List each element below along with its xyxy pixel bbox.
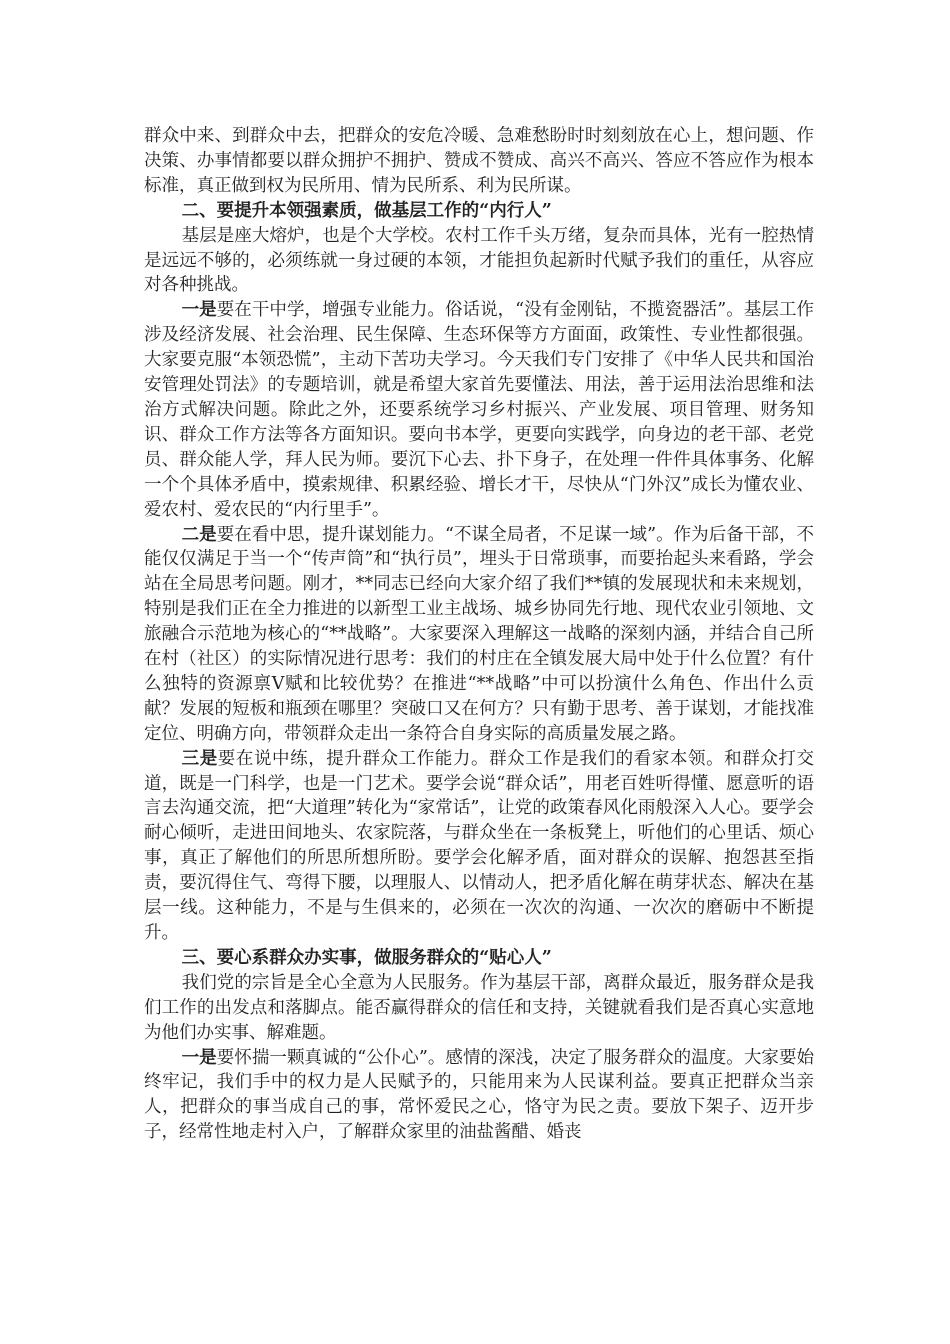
point-lead: 三是 xyxy=(181,748,218,769)
paragraph-text: 我们党的宗旨是全心全意为人民服务。作为基层干部，离群众最近，服务群众是我们工作的出发点和落脚点。能否赢得群众的信任和支持，关键就看我们是否真心实意地为他们办实事、解难题。 xyxy=(144,972,814,1043)
paragraph-continued xyxy=(144,124,814,199)
paragraph-point-three xyxy=(144,747,814,946)
paragraph-text: 要在说中练，提升群众工作能力。群众工作是我们的看家本领。和群众打交道，既是一门科学，也是一门艺术。要学会说“群众话”，用老百姓听得懂、愿意听的语言去沟通交流，把“大道理”转化为“家常话”，让党的政策春风化雨般深入人心。要学会耐心倾听，走进田间地头、农家院落，与群众坐在一条板凳上，听他们的心里话、烦心事，真正了解他们的所思所想所盼。要学会化解矛盾，面对群众的误解、抱怨甚至指责，要沉得住气、弯得下腰，以理服人、以情动人，把矛盾化解在萌芽状态、解决在基层一线。这种能力，不是与生俱来的，必须在一次次的沟通、一次次的磨砺中不断提升。 xyxy=(144,748,815,943)
paragraph-text: 群众中来、到群众中去，把群众的安危冷暖、急难愁盼时时刻刻放在心上，想问题、作决策、办事情都要以群众拥护不拥护、赞成不赞成、高兴不高兴、答应不答应作为根本标准，真正做到权为民所用、情为民所系、利为民所谋。 xyxy=(144,126,814,196)
paragraph-text: 基层是座大熔炉，也是个大学校。农村工作千头万绪，复杂而具体，光有一腔热情是远远不够的，必须练就一身过硬的本领，才能担负起新时代赋予我们的重任，从容应对各种挑战。 xyxy=(144,225,814,296)
paragraph-point-one xyxy=(144,1046,814,1146)
point-lead: 一是 xyxy=(181,300,217,321)
paragraph-text: 要怀揣一颗真诚的“公仆心”。感情的深浅，决定了服务群众的温度。大家要始终牢记，我们手中的权力是人民赋予的，只能用来为人民谋利益。要真正把群众当亲人，把群众的事当成自己的事，常怀爱民之心，恪守为民之责。要放下架子、迈开步子，经常性地走村入户，了解群众家里的油盐酱醋、婚丧 xyxy=(144,1047,815,1143)
heading-text: 二、要提升本领强素质，做基层工作的“内行人” xyxy=(181,200,552,221)
point-lead: 二是 xyxy=(181,524,217,545)
document-page xyxy=(144,124,814,1145)
paragraph-point-two xyxy=(144,523,814,747)
point-lead: 一是 xyxy=(181,1047,217,1068)
paragraph-text: 要在看中思，提升谋划能力。“不谋全局者，不足谋一域”。作为后备干部，不能仅仅满足于当一个“传声筒”和“执行员”，埋头于日常琐事，而要抬起头来看路，学会站在全局思考问题。刚才，**同志已经向大家介绍了我们**镇的发展现状和未来规划，特别是我们正在全力推进的以新型工业主战场、城乡协同先行地、现代农业引领地、文旅融合示范地为核心的“**战略”。大家要深入理解这一战略的深刻内涵，并结合自己所在村（社区）的实际情况进行思考：我们的村庄在全镇发展大局中处于什么位置？有什么独特的资源禀V赋和比较优势？在推进“**战略”中可以扮演什么角色、作出什么贡献？发展的短板和瓶颈在哪里？突破口又在何方？只有勤于思考、善于谋划，才能找准定位、明确方向，带领群众走出一条符合自身实际的高质量发展之路。 xyxy=(144,524,815,744)
paragraph xyxy=(144,224,814,299)
paragraph-point-one xyxy=(144,298,814,522)
paragraph-text: 要在干中学，增强专业能力。俗话说，“没有金刚钻，不揽瓷器活”。基层工作涉及经济发展、社会治理、民生保障、生态环保等方方面面，政策性、专业性都很强。大家要克服“本领恐慌”，主动下苦功夫学习。今天我们专门安排了《中华人民共和国治安管理处罚法》的专题培训，就是希望大家首先要懂法、用法，善于运用法治思维和法治方式解决问题。除此之外，还要系统学习乡村振兴、产业发展、项目管理、财务知识、群众工作方法等各方面知识。要向书本学，更要向实践学，向身边的老干部、老党员、群众能人学，拜人民为师。要沉下心去、扑下身子，在处理一件件具体事务、化解一个个具体矛盾中，摸索规律、积累经验、增长才干，尽快从“门外汉”成长为懂农业、爱农村、爱农民的“内行里手”。 xyxy=(144,300,815,520)
paragraph xyxy=(144,971,814,1046)
section-heading-two xyxy=(144,199,814,224)
section-heading-three xyxy=(144,946,814,971)
heading-text: 三、要心系群众办实事，做服务群众的“贴心人” xyxy=(181,947,552,968)
